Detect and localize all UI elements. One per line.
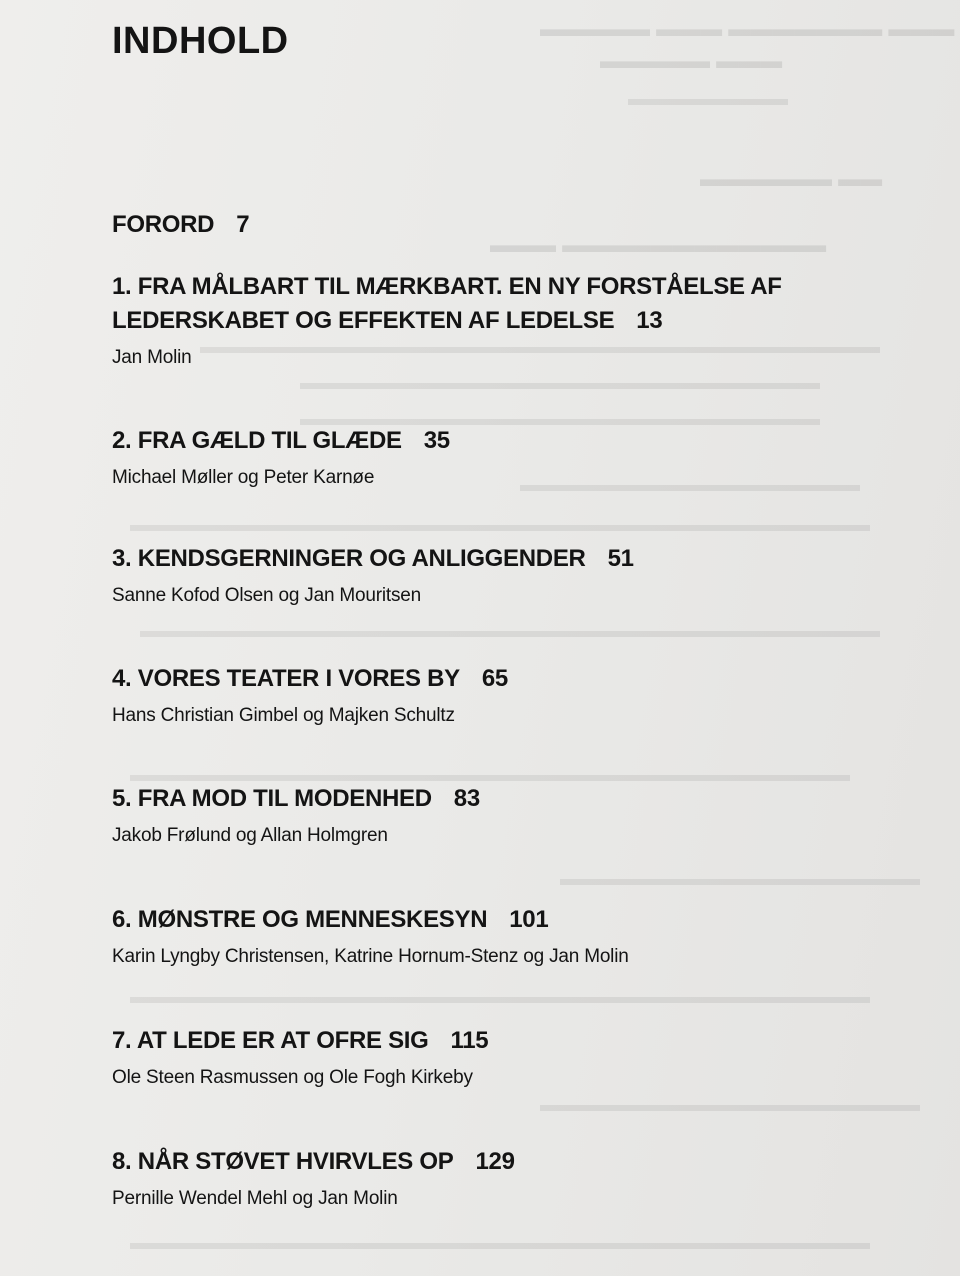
- page-title: INDHOLD: [112, 20, 289, 62]
- show-through-text: ▬▬▬▬▬ ▬▬▬ ▬▬▬▬▬▬▬ ▬▬▬: [540, 16, 955, 41]
- show-through-text: ▬▬▬▬▬▬▬▬▬▬▬▬▬▬▬▬▬▬▬▬▬▬▬▬▬▬▬▬▬▬▬▬▬▬: [200, 336, 880, 358]
- toc-entry-title-text: 4. VORES TEATER I VORES BY: [112, 665, 460, 692]
- toc-entry-title: [112, 1145, 832, 1179]
- toc-entry-title: [112, 782, 832, 816]
- show-through-text: ▬▬▬▬▬▬▬▬▬▬▬▬▬▬▬▬▬▬▬▬▬▬▬▬▬▬▬▬▬▬▬▬▬▬▬▬: [130, 764, 850, 786]
- toc-entry-title-text: 8. NÅR STØVET HVIRVLES OP: [112, 1148, 454, 1175]
- toc-entry-title-text: FORORD: [112, 211, 215, 238]
- toc-entry-chapter-8: [112, 1145, 832, 1210]
- show-through-text: ▬▬▬▬▬▬▬▬▬▬▬▬▬▬▬▬▬▬▬▬▬▬▬▬▬▬▬▬▬▬▬▬▬▬▬▬▬: [130, 986, 870, 1008]
- show-through-text: ▬▬▬▬▬▬▬▬▬▬▬▬▬▬▬▬▬: [520, 474, 860, 496]
- toc-entry-page-number: 51: [607, 545, 634, 572]
- toc-entry-title: [112, 270, 832, 338]
- toc-entry-title-text: 6. MØNSTRE OG MENNESKESYN: [112, 906, 488, 933]
- toc-entry-page-number: 83: [453, 785, 480, 812]
- toc-entry-title: [112, 903, 832, 937]
- toc-entry-chapter-1: [112, 270, 832, 369]
- show-through-text: ▬▬▬▬▬▬▬▬▬▬▬▬▬▬▬▬▬▬▬▬▬▬▬▬▬▬: [300, 372, 820, 394]
- toc-entry-chapter-6: [112, 903, 832, 968]
- toc-entry-page-number: 7: [236, 211, 250, 238]
- toc-entry-authors: Michael Møller og Peter Karnøe: [112, 467, 375, 488]
- show-through-text: ▬▬▬▬▬▬▬▬: [628, 88, 788, 110]
- toc-entry-title-text: 5. FRA MOD TIL MODENHED: [112, 785, 432, 812]
- toc-entry-chapter-2: [112, 424, 832, 489]
- show-through-text: ▬▬▬▬▬▬▬▬▬▬▬▬▬▬▬▬▬▬▬▬▬▬▬▬▬▬▬▬▬▬▬▬▬▬▬▬▬: [130, 1232, 870, 1254]
- toc-entry-page-number: 115: [450, 1027, 489, 1054]
- toc-entry-chapter-7: [112, 1024, 832, 1089]
- toc-entry-title: [112, 1024, 832, 1058]
- show-through-text: ▬▬▬▬▬▬▬▬▬▬▬▬▬▬▬▬▬▬▬▬▬▬▬▬▬▬▬▬▬▬▬▬▬▬▬▬▬: [130, 514, 870, 536]
- toc-entry-title: [112, 662, 832, 696]
- toc-entry-authors: Jan Molin: [112, 347, 192, 368]
- toc-entry-title: [112, 542, 832, 576]
- toc-entry-chapter-3: [112, 542, 832, 607]
- toc-entry-page-number: 35: [423, 427, 450, 454]
- toc-entry-page-number: 13: [636, 307, 663, 334]
- show-through-text: ▬▬▬ ▬▬▬▬▬▬▬▬▬▬▬▬: [490, 232, 827, 257]
- toc-entry-title-text: 7. AT LEDE ER AT OFRE SIG: [112, 1027, 429, 1054]
- toc-entry-foreword: [112, 208, 832, 242]
- toc-entry-page-number: 129: [475, 1148, 515, 1175]
- toc-entry-authors: Karin Lyngby Christensen, Katrine Hornum-Stenz og Jan Molin: [112, 946, 629, 967]
- toc-entry-chapter-5: [112, 782, 832, 847]
- show-through-text: ▬▬▬▬▬▬▬▬▬▬▬▬▬▬▬▬▬▬▬▬▬▬▬▬▬▬▬▬▬▬▬▬▬▬▬▬▬: [140, 620, 880, 642]
- toc-entry-title-text: 1. FRA MÅLBART TIL MÆRKBART. EN NY FORSTÅELSE AF LEDERSKABET OG EFFEKTEN AF LEDELSE: [112, 273, 782, 334]
- toc-entry-page-number: 101: [509, 906, 549, 933]
- toc-entry-authors: Sanne Kofod Olsen og Jan Mouritsen: [112, 585, 422, 606]
- show-through-text: ▬▬▬▬▬ ▬▬▬: [600, 48, 783, 73]
- toc-entry-authors: Pernille Wendel Mehl og Jan Molin: [112, 1188, 398, 1209]
- show-through-text: ▬▬▬▬▬▬▬▬▬▬▬▬▬▬▬▬▬▬: [560, 868, 920, 890]
- show-through-text: ▬▬▬▬▬▬▬▬▬▬▬▬▬▬▬▬▬▬▬▬▬▬▬▬▬▬: [300, 408, 820, 430]
- toc-entry-page-number: 65: [481, 665, 508, 692]
- toc-entry-title: [112, 208, 832, 242]
- toc-entry-authors: Hans Christian Gimbel og Majken Schultz: [112, 705, 455, 726]
- toc-entry-title: [112, 424, 832, 458]
- show-through-text: ▬▬▬▬▬▬ ▬▬: [700, 166, 883, 191]
- toc-entry-title-text: 3. KENDSGERNINGER OG ANLIGGENDER: [112, 545, 586, 572]
- toc-entry-authors: Jakob Frølund og Allan Holmgren: [112, 825, 388, 846]
- toc-entry-authors: Ole Steen Rasmussen og Ole Fogh Kirkeby: [112, 1067, 473, 1088]
- show-through-text: ▬▬▬▬▬▬▬▬▬▬▬▬▬▬▬▬▬▬▬: [540, 1094, 920, 1116]
- toc-entry-title-text: 2. FRA GÆLD TIL GLÆDE: [112, 427, 402, 454]
- toc-entry-chapter-4: [112, 662, 832, 727]
